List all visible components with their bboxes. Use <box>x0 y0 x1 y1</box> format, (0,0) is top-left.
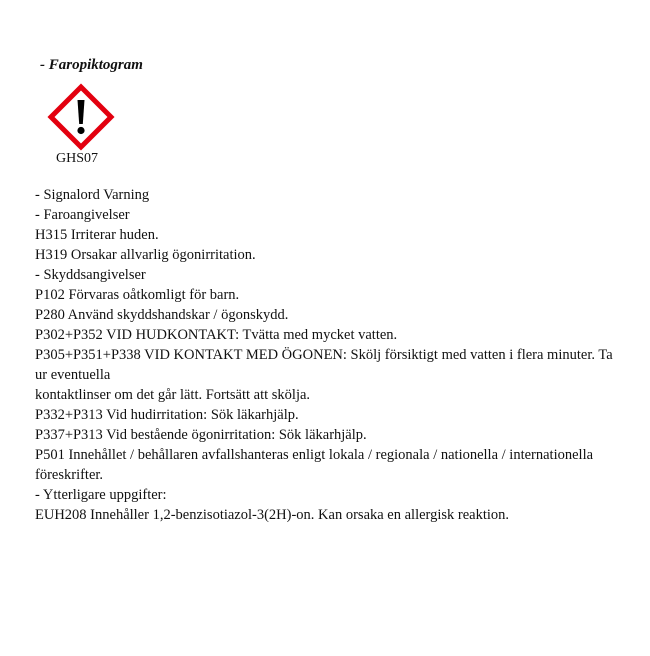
precautionary-statement-p501-continued: föreskrifter. <box>35 467 104 483</box>
supplementary-info-heading: - Ytterligare uppgifter: <box>35 487 167 503</box>
supplementary-statement-euh208: EUH208 Innehåller 1,2-benzisotiazol-3(2H)-on. Kan orsaka en allergisk reaktion. <box>35 507 510 523</box>
pictogram-code-label: GHS07 <box>56 151 99 166</box>
precautionary-statement-p280: P280 Använd skyddshandskar / ögonskydd. <box>35 307 289 323</box>
exclamation-dot <box>77 127 84 134</box>
precautionary-statement-p302-p352: P302+P352 VID HUDKONTAKT: Tvätta med mycket vatten. <box>35 327 398 343</box>
signal-word-line: - Signalord Varning <box>35 187 150 203</box>
hazard-statement-h319: H319 Orsakar allvarlig ögonirritation. <box>35 247 256 263</box>
precautionary-statements-heading: - Skyddsangivelser <box>35 267 146 283</box>
ghs07-exclamation-icon <box>47 83 115 151</box>
precautionary-statement-p305-p351-p338: P305+P351+P338 VID KONTAKT MED ÖGONEN: Skölj försiktigt med vatten i flera minuter. Ta ur eventuella <box>35 347 613 383</box>
hazard-diamond-icon <box>47 83 115 151</box>
precautionary-statement-p332-p313: P332+P313 Vid hudirritation: Sök läkarhjälp. <box>35 407 299 423</box>
precautionary-statement-p305-continued: kontaktlinser om det går lätt. Fortsätt att skölja. <box>35 387 311 403</box>
hazard-statements-heading: - Faroangivelser <box>35 207 130 223</box>
hazard-statement-h315: H315 Irriterar huden. <box>35 227 159 243</box>
precautionary-statement-p501: P501 Innehållet / behållaren avfallshanteras enligt lokala / regionala / nationella / internationella <box>35 447 594 463</box>
precautionary-statement-p102: P102 Förvaras oåtkomligt för barn. <box>35 287 240 303</box>
section-heading: - Faropiktogram <box>40 57 143 73</box>
precautionary-statement-p337-p313: P337+P313 Vid bestående ögonirritation: Sök läkarhjälp. <box>35 427 367 443</box>
hazard-statements <box>35 185 620 525</box>
